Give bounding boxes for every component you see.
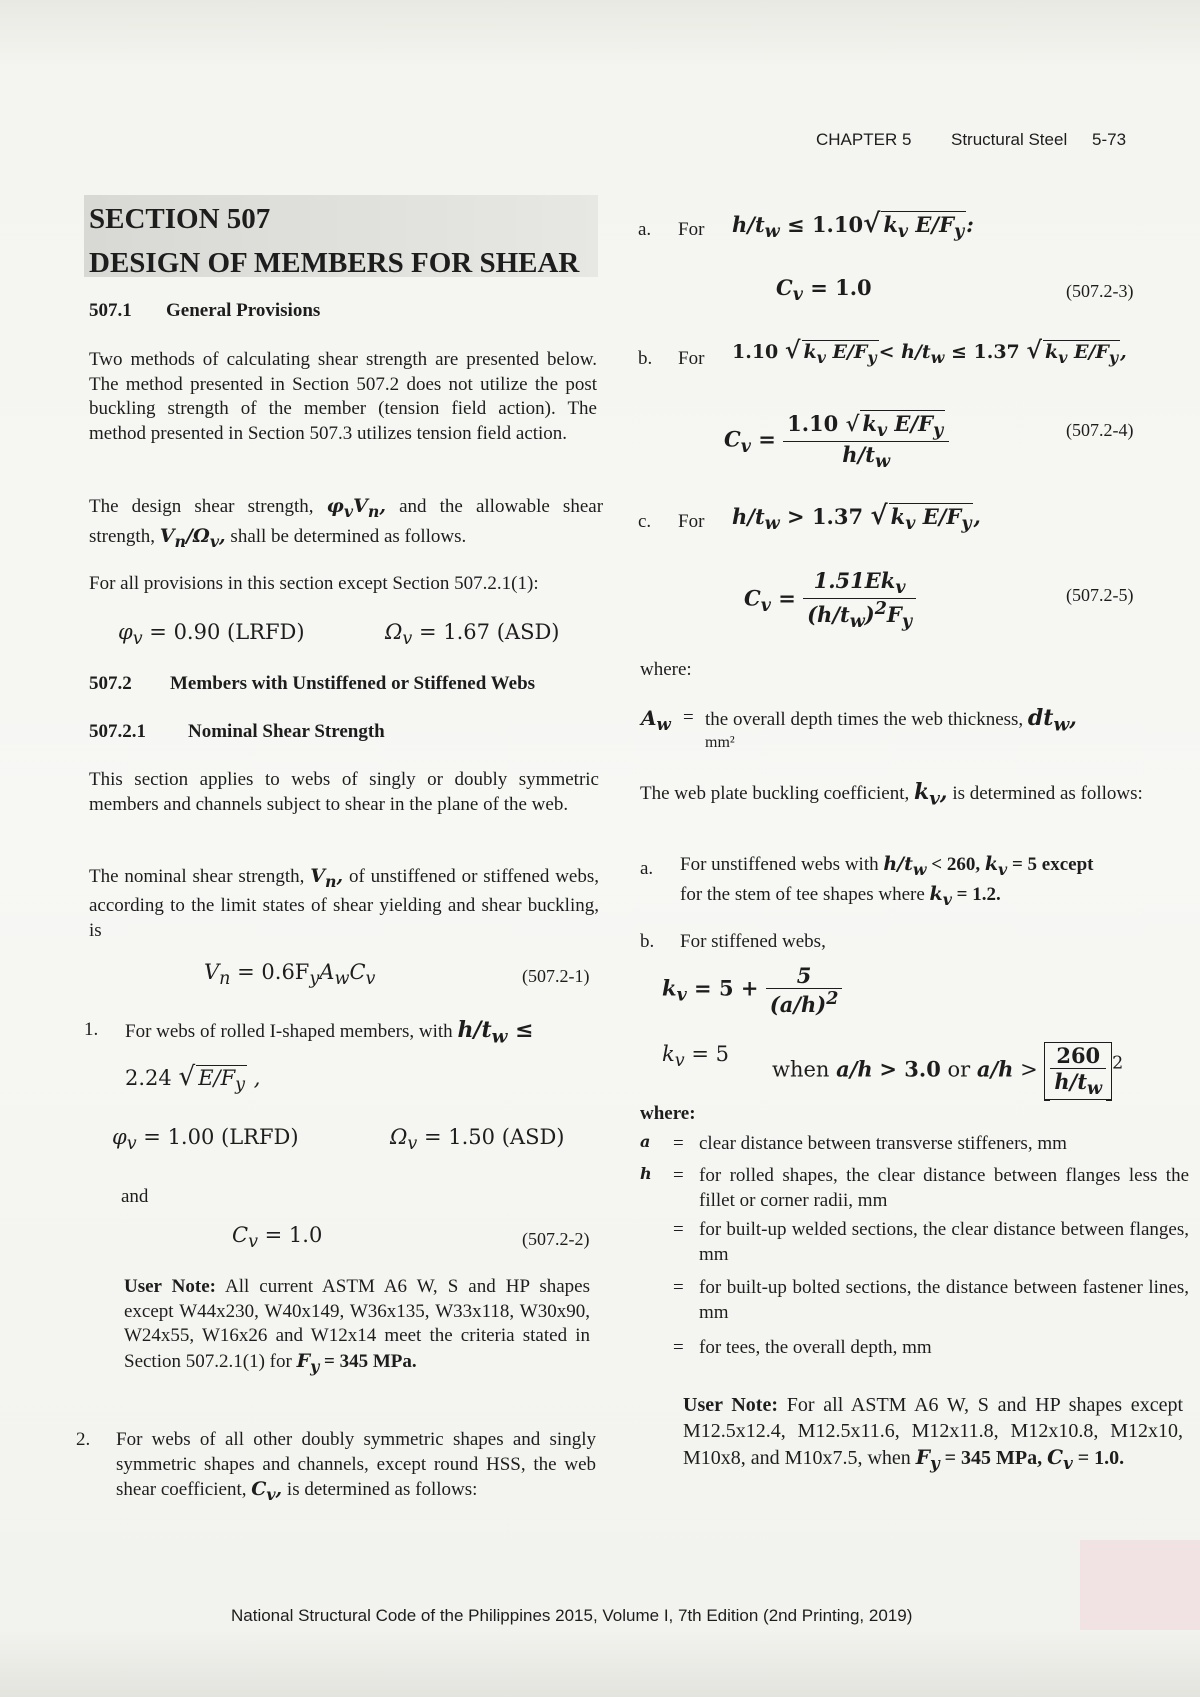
- case-a-marker: a.: [638, 219, 652, 240]
- ka-text: For unstiffened webs with: [680, 854, 879, 875]
- ka-text2: for the stem of tee shapes where: [680, 884, 925, 906]
- def-tees-text: for tees, the overall depth, mm: [699, 1337, 932, 1358]
- item-2-text: [116, 1428, 596, 1507]
- def-a-text: clear distance between transverse stiffeners, mm: [699, 1133, 1067, 1154]
- equation-omega-asd-2: $\Omega_v = 1.50$ (ASD): [390, 1125, 565, 1155]
- equation-number-507-2-5: (507.2-5): [1066, 585, 1134, 605]
- subsection-507-1-title: General Provisions: [166, 300, 321, 321]
- page-stain: [1080, 1540, 1200, 1630]
- eq4-numerator: 1.10 √ $k_v$ $E/F_y$: [783, 410, 949, 442]
- ka-val3: = 1.2.: [956, 884, 1001, 906]
- kv-eq2: = 5: [691, 1042, 729, 1066]
- case-c-for: For: [678, 511, 705, 532]
- user-note-1: [124, 1275, 590, 1379]
- text-fragment: of unstiffened or stiffened webs, according to the limit states of shear yielding and shear buckling, is: [89, 866, 600, 941]
- eq5-numerator: $1.51Ek_v$: [803, 568, 916, 599]
- equation-507-2-1: $V_n = 0.6F_yA_wC_v$: [204, 960, 376, 990]
- def-a-symbol: a: [640, 1132, 651, 1151]
- equation-number-507-2-1: (507.2-1): [522, 966, 590, 986]
- user-note-2-fy: = 345 MPa,: [944, 1447, 1043, 1469]
- ka-val: < 260,: [931, 854, 981, 875]
- a-h-symbol-2: a/h: [976, 1056, 1014, 1082]
- kv-eq1-num: 5: [766, 963, 843, 989]
- section-title: DESIGN OF MEMBERS FOR SHEAR: [89, 247, 580, 279]
- case-c-marker: c.: [638, 511, 652, 532]
- subsection-507-1-number: 507.1: [89, 300, 132, 321]
- user-note-2-text: For all ASTM A6 W, S and HP shapes except M12.5x12.4, M12.5x11.6, M12x11.8, M12x10.8, M12x10, M10x8, and M10x7.5, when: [683, 1394, 1183, 1469]
- equation-number-507-2-4: (507.2-4): [1066, 420, 1134, 440]
- ka-htw: $h/t_w$: [883, 853, 927, 879]
- equation-507-2-4: $C_v$ = $\frac{1.10 √ k_v E/F_y}{h/t_w}$: [724, 410, 949, 472]
- ka-kv: $k_v$: [984, 853, 1008, 879]
- kv-symbol: $k_v$,: [914, 779, 948, 810]
- kv-case-b-text: For stiffened webs,: [680, 931, 826, 952]
- and-text: and: [121, 1186, 149, 1207]
- section-number: SECTION 507: [89, 203, 271, 235]
- item-2-marker: 2.: [76, 1429, 91, 1450]
- fy-symbol: $F_y$: [296, 1349, 320, 1376]
- item-2-label: For webs of all other doubly symmetric shapes and singly symmetric shapes and channels, except round HSS, the web shear coefficient,: [116, 1429, 596, 1500]
- kv-when-condition: when a/h > 3.0 or a/h > $\frac{260}{h/t_w}$ $^2$: [772, 1043, 1124, 1100]
- case-b-coef-2: 1.37: [973, 341, 1020, 363]
- paragraph-applies: This section applies to webs of singly or doubly symmetric members and channels subject to shear in the plane of the web.: [89, 769, 599, 815]
- subsection-507-2-1-number: 507.2.1: [89, 721, 146, 742]
- equation-kv-5: $k_v = 5$: [662, 1042, 729, 1072]
- eq1-text: = 0.6F: [237, 960, 310, 984]
- cv-symbol-2: $C_v$: [1047, 1445, 1073, 1473]
- user-note-2: [683, 1392, 1183, 1476]
- vn-symbol: $V_n$,: [310, 865, 344, 891]
- equation-number-507-2-2: (507.2-2): [522, 1229, 590, 1249]
- paragraph-general: Two methods of calculating shear strength are presented below. The method presented in Section 507.2 does not utilize the post buckling strength of the member (tension field action). The method presented in Section 507.3 utilizes tension field action.: [89, 349, 597, 444]
- case-c-condition: $h/t_w > 1.37$ √ $k_v$ $E/F_y$,: [732, 500, 981, 535]
- phi-lrfd-2-value: = 1.00 (LRFD): [143, 1125, 299, 1149]
- ka-val2: = 5 except: [1011, 854, 1094, 875]
- def-welded-text: for built-up welded sections, the clear distance between flanges, mm: [699, 1219, 1189, 1265]
- eq2-text: = 1.0: [264, 1223, 323, 1247]
- def-bolted-eq: =: [673, 1277, 684, 1298]
- eq4-denominator: $h/t_w$: [842, 442, 891, 473]
- bracket-260: [1044, 1042, 1112, 1100]
- case-b-marker: b.: [638, 348, 653, 369]
- def-h-symbol: h: [640, 1164, 652, 1183]
- kv-eq1-den: $(a/h)^2$: [769, 989, 839, 1017]
- where-label: where:: [640, 659, 692, 680]
- bracket-den: $h/t_w$: [1054, 1069, 1103, 1100]
- paragraph-design-strength: [89, 494, 603, 555]
- subsection-507-2-1-title: Nominal Shear Strength: [188, 721, 385, 742]
- equation-phi-lrfd: $\varphi_v = 0.90$ (LRFD): [118, 620, 305, 650]
- phi-vn-symbol: $\varphi_vV_n$,: [326, 495, 386, 521]
- case-a-condition: $h/t_w \le 1.10√$ $k_v$ $E/F_y$:: [732, 208, 974, 243]
- user-note-1-fy: = 345 MPa.: [324, 1350, 417, 1372]
- phi-lrfd-value: = 0.90 (LRFD): [149, 620, 305, 644]
- equation-phi-lrfd-2: $\varphi_v = 1.00$ (LRFD): [112, 1125, 299, 1155]
- paragraph-nominal-strength: [89, 864, 599, 943]
- case-a-for: For: [678, 219, 705, 240]
- def-h-text: for rolled shapes, the clear distance between flanges less the fillet or corner radii, mm: [699, 1165, 1189, 1211]
- aw-definition: [705, 706, 1155, 738]
- eq3-text: = 1.0: [810, 275, 872, 300]
- equation-507-2-3: $C_v = 1.0$: [776, 275, 872, 306]
- header-subject: Structural Steel: [951, 130, 1068, 149]
- user-note-2-cv: = 1.0.: [1077, 1447, 1125, 1469]
- kv-eq1: = 5 +: [694, 975, 759, 1001]
- omega-asd-value: = 1.67 (ASD): [419, 620, 560, 644]
- header-chapter: CHAPTER 5: [816, 130, 912, 149]
- ka-kv2: $k_v$: [929, 883, 952, 910]
- equation-kv-stiffened: $k_v = 5$ + $\frac{5}{(a/h)^2}$: [662, 963, 842, 1017]
- item-1-text: [125, 1018, 605, 1050]
- def-bolted-text: for built-up bolted sections, the distance between fastener lines, mm: [699, 1277, 1189, 1323]
- equation-507-2-5: $C_v$ = $\frac{1.51Ek_v}{(h/t_w)^2F_y}$: [744, 568, 916, 632]
- paragraph-kv-intro: [640, 780, 1155, 812]
- when-text: when: [772, 1057, 830, 1082]
- a-h-symbol: a/h: [836, 1056, 873, 1082]
- fy-symbol-2: $F_y$: [915, 1445, 940, 1473]
- def-welded-eq: =: [673, 1219, 684, 1240]
- user-note-1-text: All current ASTM A6 W, S and HP shapes except W44x230, W40x149, W36x135, W33x118, W30x90, W24x55, W16x26 and W12x14 meet the criteria stated in Section 507.2.1(1) for: [124, 1276, 591, 1372]
- equation-number-507-2-3: (507.2-3): [1066, 281, 1134, 301]
- where-label-2: where:: [640, 1103, 696, 1124]
- text-fragment: and the allowable shear strength,: [89, 496, 604, 548]
- item-1-limit: 2.24 √ $E/F_y$ ,: [125, 1062, 261, 1096]
- kv-intro-a: The web plate buckling coefficient,: [640, 783, 910, 804]
- def-h-eq: =: [673, 1165, 684, 1186]
- kv-case-a-text: [680, 852, 1160, 913]
- aw-unit: mm²: [705, 734, 735, 751]
- kv-intro-b: is determined as follows:: [952, 783, 1143, 804]
- item-1-label: For webs of rolled I-shaped members, with: [125, 1021, 453, 1042]
- user-note-1-label: User Note:: [124, 1276, 216, 1297]
- aw-symbol: $A_w$: [641, 706, 671, 734]
- footer-citation: National Structural Code of the Philippines 2015, Volume I, 7th Edition (2nd Printing, 2019): [231, 1606, 913, 1625]
- when-val: > 3.0: [879, 1056, 941, 1082]
- h-tw-symbol: $h/t_w$ ≤: [457, 1017, 534, 1048]
- cv-symbol: $C_v$,: [251, 1478, 283, 1504]
- paragraph-provisions: For all provisions in this section except Section 507.2.1(1):: [89, 573, 539, 594]
- eq5-denominator: $(h/t_w)^2F_y$: [807, 599, 912, 633]
- item-1-marker: 1.: [84, 1019, 99, 1040]
- vn-omega-symbol: $V_n/\Omega_v$,: [159, 525, 226, 552]
- equation-omega-asd: $\Omega_v = 1.67$ (ASD): [385, 620, 560, 650]
- def-a-eq: =: [673, 1133, 684, 1154]
- header-page-number: 5-73: [1092, 130, 1127, 149]
- text-fragment: The design shear strength,: [89, 496, 314, 517]
- exponent: 2: [1112, 1053, 1124, 1074]
- eq4-coef: 1.10: [787, 411, 839, 436]
- case-b-condition: 1.10 √ $k_v$ $E/F_y < h/t_w \le 1.37$ √ $k_v$ $E/F_y$ ,: [732, 336, 1127, 367]
- subsection-507-2-title: Members with Unstiffened or Stiffened Webs: [170, 673, 536, 694]
- subsection-507-2-number: 507.2: [89, 673, 132, 694]
- case-b-for: For: [678, 348, 705, 369]
- text-fragment: The nominal shear strength,: [89, 866, 305, 887]
- item-1-coef: 2.24: [125, 1066, 172, 1090]
- def-tees-eq: =: [673, 1337, 684, 1358]
- user-note-2-label: User Note:: [683, 1394, 778, 1416]
- kv-case-a-marker: a.: [640, 858, 654, 879]
- case-c-coef: 1.37: [811, 504, 864, 529]
- dtw-symbol: $dt_w$,: [1027, 705, 1077, 736]
- equation-507-2-2: $C_v = 1.0$: [232, 1223, 323, 1253]
- item-2-label-2: is determined as follows:: [286, 1479, 478, 1500]
- or-text: or: [947, 1057, 971, 1082]
- omega-asd-2-value: = 1.50 (ASD): [424, 1125, 565, 1149]
- case-b-coef-1: 1.10: [732, 341, 779, 363]
- text-fragment: shall be determined as follows.: [230, 526, 467, 548]
- aw-equals: =: [683, 707, 694, 728]
- case-a-coef: 1.10: [811, 212, 864, 237]
- aw-def-text: the overall depth times the web thickness,: [705, 709, 1024, 730]
- bracket-num: 260: [1050, 1043, 1106, 1069]
- eq5-num-text: 1.51Ek: [813, 568, 896, 593]
- kv-case-b-marker: b.: [640, 931, 655, 952]
